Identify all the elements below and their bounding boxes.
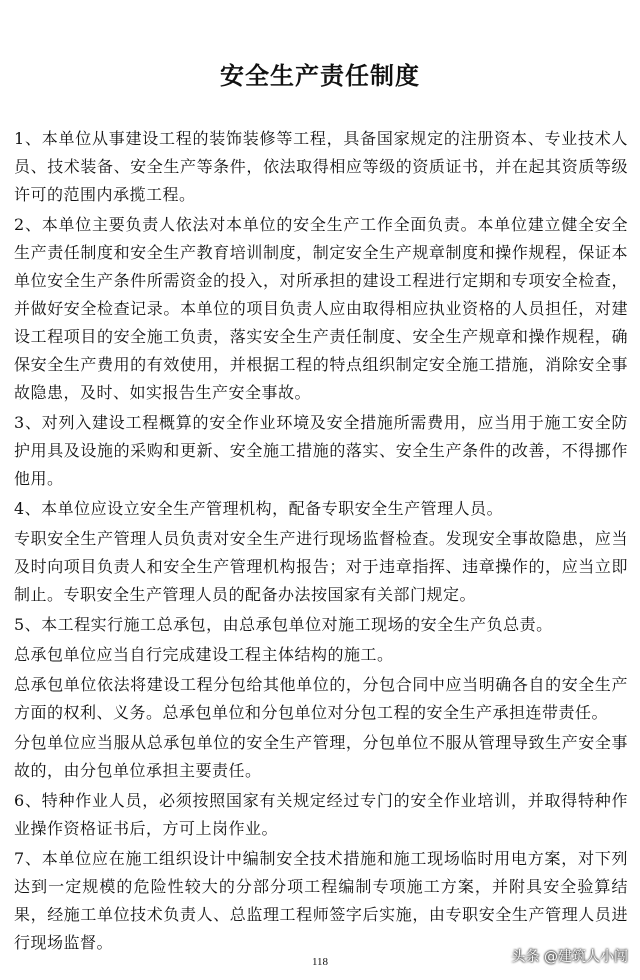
paragraph: 总承包单位依法将建设工程分包给其他单位的，分包合同中应当明确各自的安全生产方面的权利、义务。总承包单位和分包单位对分包工程的安全生产承担连带责任。 (14, 675, 628, 722)
paragraph: 2、本单位主要负责人依法对本单位的安全生产工作全面负责。本单位建立健全安全生产责任制度和安全生产教育培训制度，制定安全生产规章制度和操作规程，保证本单位安全生产条件所需资金的投入，对所承担的建设工程进行定期和专项安全检查，并做好安全检查记录。本单位的项目负责人应由取得相应执业资格的人员担任，对建设工程项目的安全施工负责，落实安全生产责任制度、安全生产规章和操作规程，确保安全生产费用的有效使用，并根据工程的特点组织制定安全施工措施，消除安全事故隐患，及时、如实报告生产安全事故。 (14, 215, 628, 402)
paragraph: 1、本单位从事建设工程的装饰装修等工程，具备国家规定的注册资本、专业技术人员、技术装备、安全生产等条件，依法取得相应等级的资质证书，并在起其资质等级许可的范围内承揽工程。 (14, 129, 628, 204)
paragraph: 5、本工程实行施工总承包，由总承包单位对施工现场的安全生产负总责。 (14, 615, 553, 634)
document-title: 安全生产责任制度 (220, 62, 420, 90)
paragraph: 分包单位应当服从总承包单位的安全生产管理，分包单位不服从管理导致生产安全事故的，由分包单位承担主要责任。 (14, 733, 628, 780)
paragraph: 3、对列入建设工程概算的安全作业环境及安全措施所需费用，应当用于施工安全防护用具及设施的采购和更新、安全施工措施的落实、安全生产条件的改善，不得挪作他用。 (14, 413, 628, 488)
document-body (14, 125, 628, 959)
paragraph: 4、本单位应设立安全生产管理机构，配备专职安全生产管理人员。 (14, 499, 504, 518)
watermark: 头条 @建筑人小闯 (511, 949, 628, 965)
paragraph: 专职安全生产管理人员负责对安全生产进行现场监督检查。发现安全事故隐患，应当及时向项目负责人和安全生产管理机构报告；对于违章指挥、违章操作的，应当立即制止。专职安全生产管理人员的配备办法按国家有关部门规定。 (14, 529, 628, 604)
paragraph: 7、本单位应在施工组织设计中编制安全技术措施和施工现场临时用电方案，对下列达到一定规模的危险性较大的分部分项工程编制专项施工方案，并附具安全验算结果，经施工单位技术负责人、总监理工程师签字后实施，由专职安全生产管理人员进行现场监督。 (14, 849, 628, 952)
page-number: 118 (311, 956, 329, 968)
paragraph: 总承包单位应当自行完成建设工程主体结构的施工。 (14, 645, 394, 664)
paragraph: 6、特种作业人员，必须按照国家有关规定经过专门的安全作业培训，并取得特种作业操作资格证书后，方可上岗作业。 (14, 791, 628, 838)
